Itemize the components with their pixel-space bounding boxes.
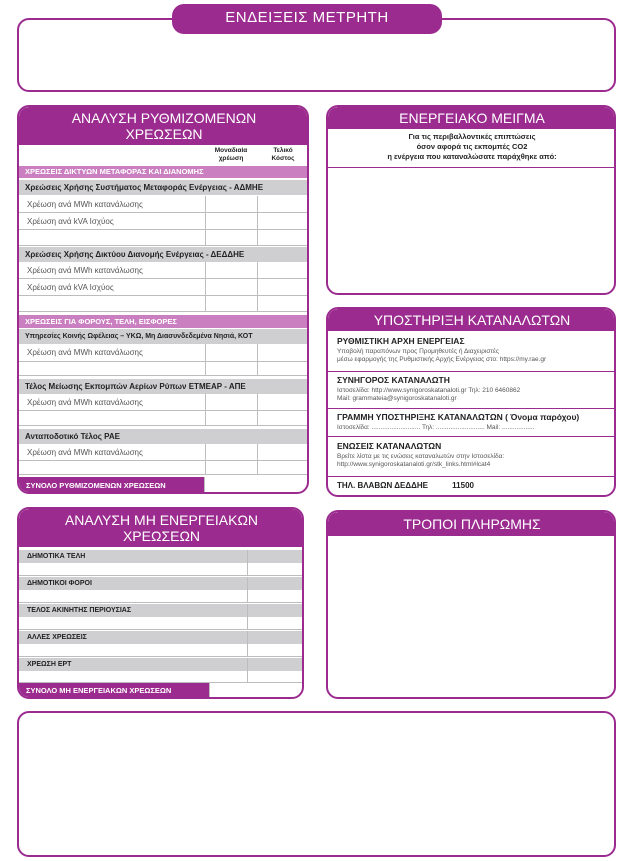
hotline-title: ΓΡΑΜΜΗ ΥΠΟΣΤΗΡΙΞΗΣ ΚΑΤΑΝΑΛΩΤΩΝ ( Όνομα παρόχου) <box>337 412 580 422</box>
energy-mix-panel <box>326 105 616 295</box>
taxes-band <box>19 315 309 328</box>
non-energy-row <box>19 604 304 617</box>
energy-mix-divider <box>328 167 616 168</box>
unit-charge-cell[interactable] <box>205 279 257 295</box>
distribution-title: Χρεώσεις Χρήσης Δικτύου Διανομής Ενέργειας - ΔΕΔΔΗΕ <box>25 250 245 259</box>
support-divider <box>328 408 616 409</box>
final-cost-cell[interactable] <box>257 213 309 229</box>
final-cost-cell[interactable] <box>257 196 309 212</box>
non-energy-row <box>19 550 304 563</box>
non-energy-charges-panel <box>17 507 304 699</box>
unit-charge-cell[interactable] <box>205 296 257 311</box>
ombudsman-section <box>337 375 612 403</box>
unit-charge-cell[interactable] <box>205 461 257 474</box>
rae-line1: Υποβολή παραπόνων προς Προμηθευτές ή Διαχειριστές <box>337 348 500 355</box>
non-energy-value-cell[interactable] <box>247 604 304 617</box>
table-row <box>19 344 309 362</box>
energy-mix-header <box>328 107 616 129</box>
unions-section <box>337 441 612 469</box>
unit-charge-cell[interactable] <box>205 444 257 460</box>
non-energy-title-line1: ΑΝΑΛΥΣΗ ΜΗ ΕΝΕΡΓΕΙΑΚΩΝ <box>64 512 259 528</box>
consumer-support-panel <box>326 307 616 497</box>
column-unit-line1: Μοναδιαία <box>214 147 248 154</box>
row-label: Χρέωση ανά kVA Ισχύος <box>27 283 114 292</box>
non-energy-row-label: ΤΕΛΟΣ ΑΚΙΝΗΤΗΣ ΠΕΡΙΟΥΣΙΑΣ <box>27 607 132 614</box>
final-cost-cell[interactable] <box>257 262 309 278</box>
transmission-title: Χρεώσεις Χρήσης Συστήματος Μεταφοράς Ενέργειας - ΑΔΜΗΕ <box>25 183 264 192</box>
rae-fee-title: Ανταποδοτικό Τέλος ΡΑΕ <box>25 432 120 441</box>
ombudsman-line1: Ιστοσελίδα: http://www.synigoroskatanaloti.gr Τηλ: 210 6460862 <box>337 387 521 394</box>
table-row <box>19 196 309 213</box>
row-label: Χρέωση ανά MWh κατανάλωσης <box>27 448 143 457</box>
non-energy-row <box>19 658 304 671</box>
final-cost-cell[interactable] <box>257 362 309 375</box>
unions-title: ΕΝΩΣΕΙΣ ΚΑΤΑΝΑΛΩΤΩΝ <box>337 441 442 451</box>
spacer-row <box>19 590 304 603</box>
taxes-label: ΧΡΕΩΣΕΙΣ ΓΙΑ ΦΟΡΟΥΣ, ΤΕΛΗ, ΕΙΣΦΟΡΕΣ <box>25 317 177 326</box>
energy-mix-line1: Για τις περιβαλλοντικές επιπτώσεις <box>408 132 536 141</box>
regulated-total-value[interactable] <box>204 477 309 494</box>
column-final-line1: Τελικό <box>273 147 293 154</box>
non-energy-row-label: ΔΗΜΟΤΙΚΑ ΤΕΛΗ <box>27 553 86 560</box>
faults-label: ΤΗΛ. ΒΛΑΒΩΝ ΔΕΔΔΗΕ <box>337 481 428 490</box>
table-row <box>19 362 309 376</box>
final-cost-cell[interactable] <box>257 411 309 425</box>
energy-mix-line3: η ενέργεια που καταναλώσατε παράχθηκε από: <box>387 152 557 161</box>
column-unit-line2: χρέωση <box>218 155 244 162</box>
non-energy-row <box>19 631 304 644</box>
rae-title: ΡΥΘΜΙΣΤΙΚΗ ΑΡΧΗ ΕΝΕΡΓΕΙΑΣ <box>337 336 465 346</box>
unions-line1: Βρείτε λίστα με τις ενώσεις καταναλωτών στην Ιστοσελίδα: <box>337 453 505 460</box>
ombudsman-title: ΣΥΝΗΓΟΡΟΣ ΚΑΤΑΝΑΛΩΤΗ <box>337 375 450 385</box>
etmear-title-row <box>19 379 309 394</box>
etmear-title: Τέλος Μείωσης Εκπομπών Αερίων Ρύπων ΕΤΜΕΑΡ - ΑΠΕ <box>25 382 246 391</box>
value-cell[interactable] <box>247 590 304 602</box>
unit-charge-cell[interactable] <box>205 362 257 375</box>
value-cell[interactable] <box>247 617 304 629</box>
support-divider <box>328 476 616 477</box>
faults-line <box>337 481 474 490</box>
non-energy-value-cell[interactable] <box>247 550 304 563</box>
value-cell[interactable] <box>247 644 304 656</box>
table-row <box>19 461 309 475</box>
regulated-total-band <box>19 477 204 494</box>
spacer-row <box>19 563 304 576</box>
value-cell[interactable] <box>247 563 304 575</box>
column-final-line2: Κόστος <box>271 155 295 162</box>
unit-charge-cell[interactable] <box>205 196 257 212</box>
table-row <box>19 296 309 312</box>
support-divider <box>328 436 616 437</box>
network-charges-band <box>19 166 309 178</box>
distribution-title-row <box>19 247 309 262</box>
yko-title: Υπηρεσίες Κοινής Ωφέλειας – ΥΚΩ, Μη Διασυνδεδεμένα Νησιά, ΚΟΤ <box>25 333 253 340</box>
unit-charge-cell[interactable] <box>205 394 257 410</box>
row-label: Χρέωση ανά kVA Ισχύος <box>27 217 114 226</box>
hotline-line: Ιστοσελίδα: ........................... Τηλ: ........................... Mail: .................. <box>337 424 535 431</box>
energy-mix-text <box>328 132 616 162</box>
rae-section <box>337 336 612 364</box>
unit-charge-cell[interactable] <box>205 262 257 278</box>
non-energy-total-band <box>19 683 209 699</box>
spacer-row <box>19 671 304 683</box>
table-row <box>19 444 309 461</box>
regulated-charges-panel <box>17 105 309 494</box>
non-energy-total-label: ΣΥΝΟΛΟ ΜΗ ΕΝΕΡΓΕΙΑΚΩΝ ΧΡΕΩΣΕΩΝ <box>26 686 172 695</box>
table-row <box>19 262 309 279</box>
yko-title-row <box>19 329 309 344</box>
non-energy-row-label: ΔΗΜΟΤΙΚΟΙ ΦΟΡΟΙ <box>27 580 92 587</box>
table-row <box>19 230 309 246</box>
regulated-title-line2: ΧΡΕΩΣΕΩΝ <box>125 126 203 142</box>
support-title: ΥΠΟΣΤΗΡΙΞΗ ΚΑΤΑΝΑΛΩΤΩΝ <box>373 312 571 328</box>
payment-header <box>328 512 616 536</box>
regulated-title-line1: ΑΝΑΛΥΣΗ ΡΥΘΜΙΖΟΜΕΝΩΝ <box>71 110 257 126</box>
non-energy-value-cell[interactable] <box>247 631 304 644</box>
non-energy-row-label: ΑΛΛΕΣ ΧΡΕΩΣΕΙΣ <box>27 634 87 641</box>
table-row <box>19 394 309 411</box>
energy-mix-line2: όσον αφορά τις εκπομπές CO2 <box>416 142 528 151</box>
rae-fee-title-row <box>19 429 309 444</box>
unit-charge-cell[interactable] <box>205 344 257 361</box>
regulated-charges-header <box>19 107 309 145</box>
hotline-section <box>337 412 615 432</box>
regulated-total-label: ΣΥΝΟΛΟ ΡΥΘΜΙΖΟΜΕΝΩΝ ΧΡΕΩΣΕΩΝ <box>26 481 166 490</box>
table-row <box>19 213 309 230</box>
table-row <box>19 279 309 296</box>
column-header-unit <box>206 147 256 163</box>
row-label: Χρέωση ανά MWh κατανάλωσης <box>27 348 143 357</box>
ombudsman-line2: Mail: grammateia@synigoroskatanaloti.gr <box>337 395 457 402</box>
row-label: Χρέωση ανά MWh κατανάλωσης <box>27 200 143 209</box>
bottom-info-panel <box>17 711 616 857</box>
non-energy-value-cell[interactable] <box>247 577 304 590</box>
final-cost-cell[interactable] <box>257 461 309 474</box>
faults-number: 11500 <box>452 481 474 490</box>
meter-readings-title: ΕΝΔΕΙΞΕΙΣ ΜΕΤΡΗΤΗ <box>172 4 442 34</box>
final-cost-cell[interactable] <box>257 344 309 361</box>
payment-title: ΤΡΟΠΟΙ ΠΛΗΡΩΜΗΣ <box>403 516 541 532</box>
final-cost-cell[interactable] <box>257 296 309 311</box>
final-cost-cell[interactable] <box>257 230 309 245</box>
non-energy-row-label: ΧΡΕΩΣΗ ΕΡΤ <box>27 661 72 668</box>
spacer-row <box>19 644 304 657</box>
final-cost-cell[interactable] <box>257 279 309 295</box>
spacer-row <box>19 617 304 630</box>
value-cell[interactable] <box>247 671 304 682</box>
row-label: Χρέωση ανά MWh κατανάλωσης <box>27 266 143 275</box>
non-energy-title-line2: ΧΡΕΩΣΕΩΝ <box>122 528 201 544</box>
column-header-final <box>258 147 308 163</box>
non-energy-total-value[interactable] <box>209 683 304 699</box>
energy-mix-title: ΕΝΕΡΓΕΙΑΚΟ ΜΕΙΓΜΑ <box>399 110 545 126</box>
non-energy-value-cell[interactable] <box>247 658 304 671</box>
unit-charge-cell[interactable] <box>205 411 257 425</box>
unions-line2: http://www.synigoroskatanaloti.gr/stk_links.html#lcat4 <box>337 461 491 468</box>
non-energy-row <box>19 577 304 590</box>
table-row <box>19 411 309 426</box>
support-header <box>328 309 616 331</box>
unit-charge-cell[interactable] <box>205 230 257 245</box>
final-cost-cell[interactable] <box>257 444 309 460</box>
unit-charge-cell[interactable] <box>205 213 257 229</box>
final-cost-cell[interactable] <box>257 394 309 410</box>
network-charges-label: ΧΡΕΩΣΕΙΣ ΔΙΚΤΥΩΝ ΜΕΤΑΦΟΡΑΣ ΚΑΙ ΔΙΑΝΟΜΗΣ <box>25 167 204 176</box>
support-divider <box>328 371 616 372</box>
payment-methods-panel <box>326 510 616 699</box>
non-energy-header <box>19 509 304 547</box>
row-label: Χρέωση ανά MWh κατανάλωσης <box>27 398 143 407</box>
transmission-title-row <box>19 180 309 195</box>
rae-line2: μέσω εφαρμογής της Ρυθμιστικής Αρχής Ενέργειας στο: https://my.rae.gr <box>337 356 547 363</box>
